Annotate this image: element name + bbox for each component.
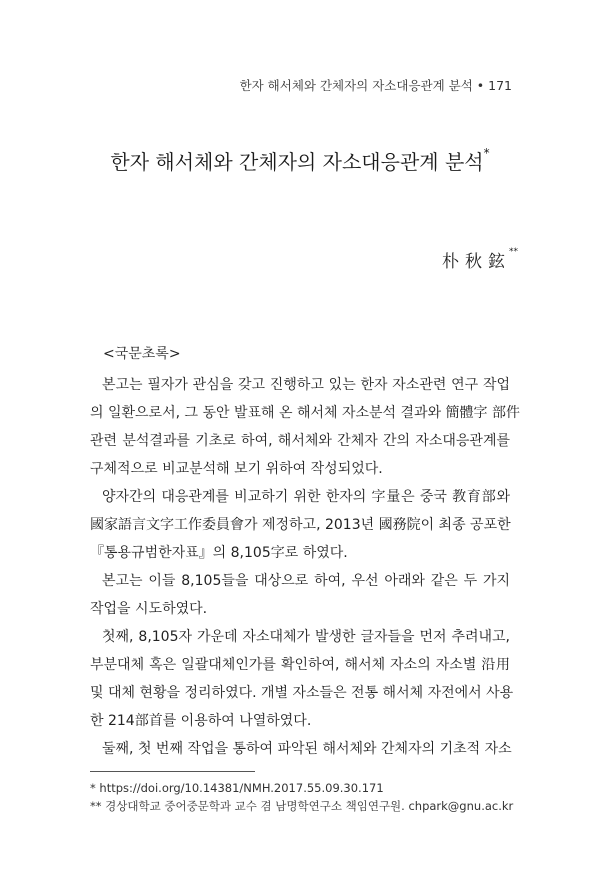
abstract-line: 작업을 시도하였다. bbox=[90, 601, 208, 617]
abstract-line: 한 214部首를 이용하여 나열하였다. bbox=[90, 713, 312, 729]
footnotes bbox=[90, 779, 520, 815]
running-header: 한자 해서체와 간체자의 자소대응관계 분석 • 171 bbox=[239, 78, 512, 93]
abstract-line: 양자간의 대응관계를 비교하기 위한 한자의 字量은 중국 教育部와 bbox=[102, 489, 510, 505]
author-footnote-mark: ** bbox=[509, 247, 518, 257]
abstract-line: 본고는 필자가 관심을 갖고 진행하고 있는 한자 자소관련 연구 작업 bbox=[102, 377, 510, 393]
abstract-line: 『통용규범한자표』의 8,105字로 하였다. bbox=[90, 545, 348, 561]
abstract-line: 의 일환으로서, 그 동안 발표해 온 해서체 자소분석 결과와 簡體字 部件 bbox=[90, 405, 521, 421]
footnote-doi: * https://doi.org/10.14381/NMH.2017.55.09.30.171 bbox=[90, 781, 384, 795]
paper-title bbox=[0, 146, 600, 175]
abstract-block-1 bbox=[90, 371, 521, 567]
title-footnote-mark: * bbox=[483, 146, 490, 160]
abstract-line: 본고는 이들 8,105들을 대상으로 하여, 우선 아래와 같은 두 가지 bbox=[102, 573, 510, 589]
abstract-block-2 bbox=[90, 567, 514, 763]
footnote-divider bbox=[90, 771, 255, 772]
abstract-line: 관련 분석결과를 기초로 하여, 해서체와 간체자 간의 자소대응관계를 bbox=[90, 433, 510, 449]
author-name: 朴秋鉉 bbox=[442, 252, 511, 272]
abstract-line: 國家語言文字工作委員會가 제정하고, 2013년 國務院이 최종 공포한 bbox=[90, 517, 511, 533]
abstract-line: 및 대체 현황을 정리하였다. 개별 자소들은 전통 해서체 자전에서 사용 bbox=[90, 685, 514, 701]
abstract-line: 부분대체 혹은 일괄대체인가를 확인하여, 해서체 자소의 자소별 沿用 bbox=[90, 657, 510, 673]
abstract-line: 구체적으로 비교분석해 보기 위하여 작성되었다. bbox=[90, 461, 383, 477]
paper-title-text: 한자 해서체와 간체자의 자소대응관계 분석 bbox=[110, 150, 484, 174]
abstract-line: 첫째, 8,105자 가운데 자소대체가 발생한 글자들을 먼저 추려내고, bbox=[102, 629, 510, 645]
abstract-label: <국문초록> bbox=[103, 346, 181, 362]
author-line bbox=[442, 247, 518, 272]
abstract-line: 둘째, 첫 번째 작업을 통하여 파악된 해서체와 간체자의 기초적 자소 bbox=[102, 741, 512, 757]
footnote-author-affiliation: ** 경상대학교 중어중문학과 교수 겸 남명학연구소 책임연구원. chpark@gnu.ac.kr bbox=[90, 799, 514, 813]
